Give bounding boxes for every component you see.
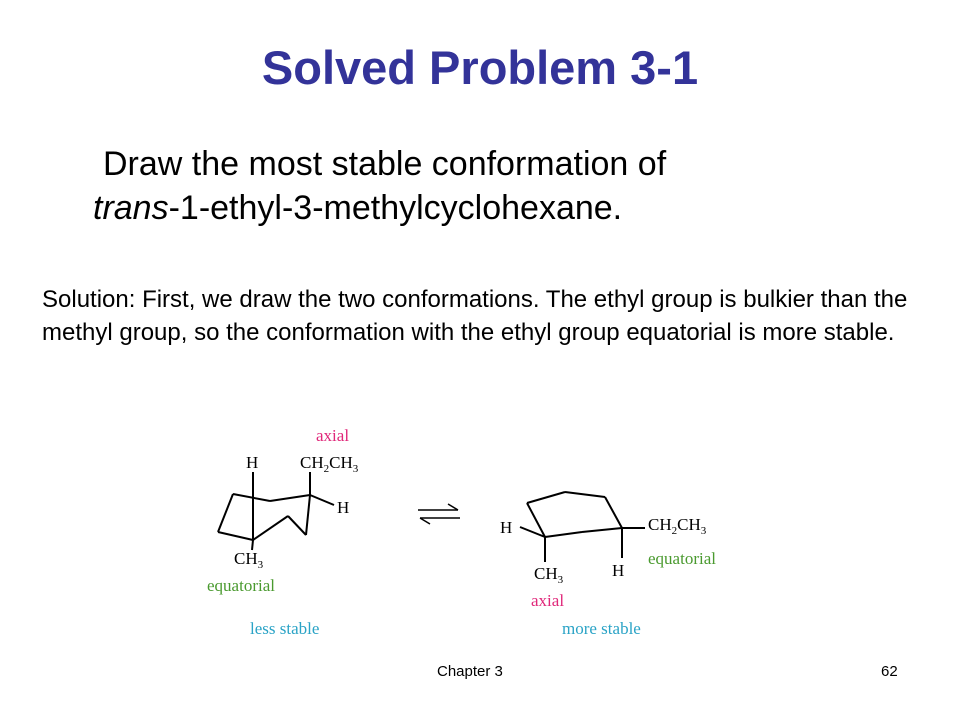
equilibrium-arrow-icon [418, 504, 460, 524]
problem-line-1: Draw the most stable conformation of [103, 145, 667, 183]
left-equatorial-label: equatorial [207, 576, 275, 595]
left-axial-label: axial [316, 426, 350, 445]
left-h-top: H [246, 453, 259, 472]
left-chair-structure [218, 472, 334, 550]
right-ethyl-group: $CH_2CH_3$ [648, 515, 707, 537]
right-h-bottom: H [612, 561, 625, 580]
right-methyl-group: $CH_3$ [534, 564, 564, 586]
right-chair-structure [520, 492, 645, 562]
left-stability-label: less stable [250, 619, 320, 638]
footer-page-number: 62 [881, 663, 898, 680]
footer-chapter: Chapter 3 [437, 663, 503, 680]
slide-title: Solved Problem 3-1 [261, 41, 699, 94]
left-ethyl-group: $CH_2CH_3$ [300, 453, 359, 475]
solution-text: Solution: First, we draw the two conformations. The ethyl group is bulkier than the methyl group, so the conformation with the ethyl group equatorial is more stable. [42, 286, 908, 346]
right-h-left: H [500, 518, 513, 537]
compound-name: -1-ethyl-3-methylcyclohexane. [168, 189, 623, 227]
right-stability-label: more stable [562, 619, 641, 638]
left-h-right: H [337, 498, 350, 517]
right-equatorial-label: equatorial [648, 549, 716, 568]
right-chair-labels [500, 515, 716, 638]
left-chair-labels [207, 426, 359, 638]
trans-prefix: trans [93, 189, 169, 227]
left-methyl-group: $CH_3$ [234, 549, 264, 571]
right-axial-label: axial [531, 591, 565, 610]
